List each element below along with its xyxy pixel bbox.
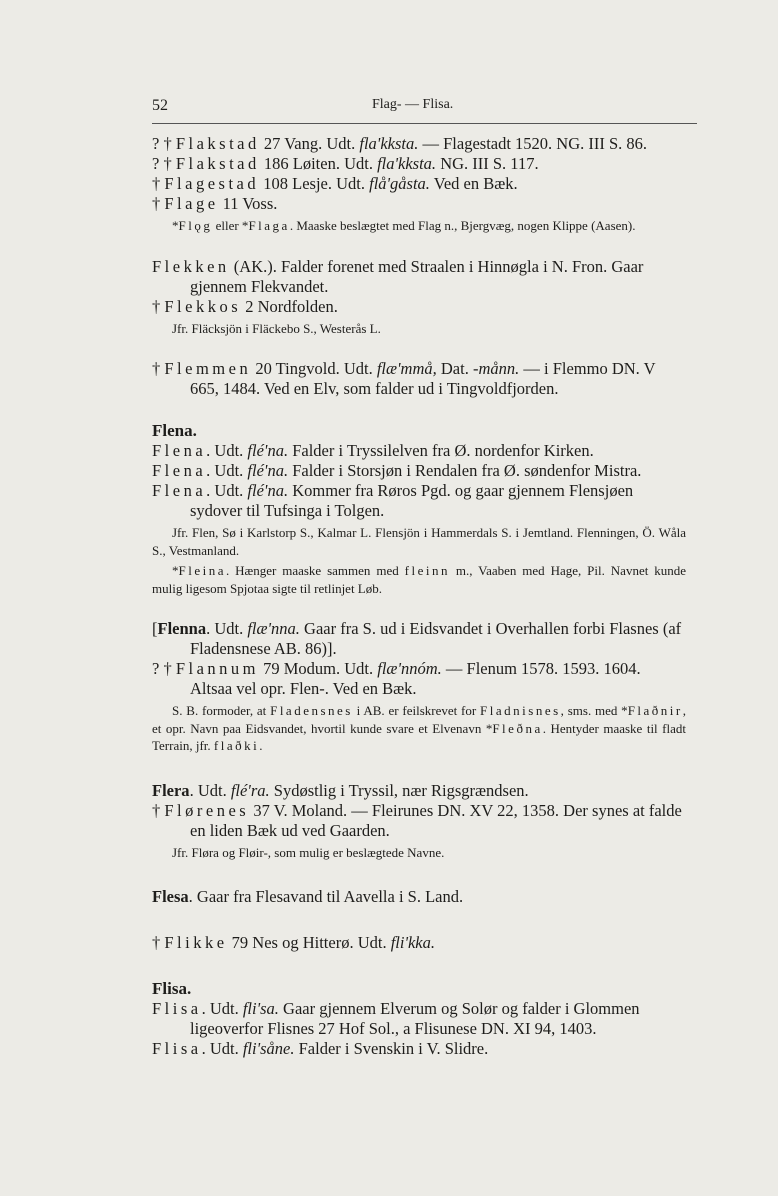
page-number: 52 (152, 97, 168, 114)
running-title: Flag- — Flisa. (372, 97, 454, 112)
entry-flisa-elverum: Flisa. Udt. fli'sa. Gaar gjennem Elverum og Solør og falder i Glommen ligeoverfor Flisnes 27 Hof Sol., a Flisunese DN. XI 94, 1403. (152, 999, 640, 1038)
note-flora: Jfr. Fløra og Fløir-, som mulig er beslægtede Navne. (172, 844, 445, 860)
entry-flekkos: † Flekkos 2 Nordfolden. (152, 296, 338, 316)
entry-flesa: Flesa. Gaar fra Flesavand til Aavella i S. Land. (152, 887, 464, 906)
entry-flannum: ? † Flannum 79 Modum. Udt. flæ'nnóm. — Flenum 1578. 1593. 1604. Altsaa vel opr. Flen-. Ved en Bæk. (152, 659, 641, 698)
entry-flena-rendalen: Flena. Udt. flé'na. Falder i Storsjøn i Rendalen fra Ø. søndenfor Mistra. (152, 461, 642, 480)
note-flen: Jfr. Flen, Sø i Karlstorp S., Kalmar L. Flensjön i Hammerdals S. i Jemtland. Flenningen, Ö. Wåla S., Vestmanland. (152, 525, 686, 558)
entry-flakstad-loiten: ? † Flakstad 186 Løiten. Udt. fla'kksta. NG. III S. 117. (152, 154, 539, 173)
entry-flena-tolgen: Flena. Udt. flé'na. Kommer fra Røros Pgd. og gaar gjennem Flensjøen sydover til Tufsinga i Tolgen. (152, 481, 634, 520)
entry-flekken: Flekken (AK.). Falder forenet med Straalen i Hinnøgla i N. Fron. Gaar gjennem Flekvandet. (152, 256, 644, 296)
entry-flakstad-vang: ? † Flakstad 27 Vang. Udt. fla'kksta. — Flagestadt 1520. NG. III S. 86. (152, 134, 648, 153)
note-flacksjon: Jfr. Fläcksjön i Fläckebo S., Westerås L. (172, 320, 381, 336)
entry-flikke: † Flikke 79 Nes og Hitterø. Udt. fli'kka. (152, 933, 436, 952)
entry-flenna: [Flenna. Udt. flæ'nna. Gaar fra S. ud i Eidsvandet i Overhallen forbi Flasnes (af Fladensnese AB. 86)]. (152, 619, 682, 658)
entry-flena-tryssil: Flena. Udt. flé'na. Falder i Tryssilelven fra Ø. nordenfor Kirken. (152, 441, 594, 460)
page-body (152, 134, 686, 1059)
entry-flagestad: † Flagestad 108 Lesje. Udt. flå'gåsta. Ved en Bæk. (152, 174, 518, 193)
note-fladensnes: S. B. formoder, at Fladensnes i AB. er feilskrevet for Fladnisnes, sms. med *Flaðnir, et opr. Navn paa Eidsvandet, hvortil kunde svare et Elvenavn *Fleðna. Hentyder maaske til fladt Terrain, jfr. flaðki. (152, 703, 686, 753)
note-fleina: *Fleina. Hænger maaske sammen med fleinn m., Vaaben med Hage, Pil. Navnet kunde mulig ligesom Spjotaa sigte til retlinjet Løb. (152, 563, 686, 596)
heading-flena: Flena. (152, 421, 197, 440)
heading-flisa: Flisa. (152, 979, 192, 998)
entry-flemmen: † Flemmen 20 Tingvold. Udt. flæ'mmå, Dat. -månn. — i Flemmo DN. V 665, 1484. Ved en Elv, som falder ud i Tingvoldfjorden. (152, 359, 656, 398)
entry-flera: Flera. Udt. flé'ra. Sydøstlig i Tryssil, nær Rigsgrændsen. (152, 780, 529, 800)
page-header (152, 93, 697, 124)
entry-flage: † Flage 11 Voss. (152, 194, 278, 213)
note-flog: *Flǫg eller *Flaga. Maaske beslægtet med Flag n., Bjergvæg, nogen Klippe (Aasen). (172, 218, 636, 233)
entry-flisa-slidre: Flisa. Udt. fli'såne. Falder i Svenskin i V. Slidre. (152, 1039, 489, 1058)
entry-florenes: † Flørenes 37 V. Moland. — Fleirunes DN. XV 22, 1358. Der synes at falde en liden Bæk ud ved Gaarden. (152, 800, 682, 840)
